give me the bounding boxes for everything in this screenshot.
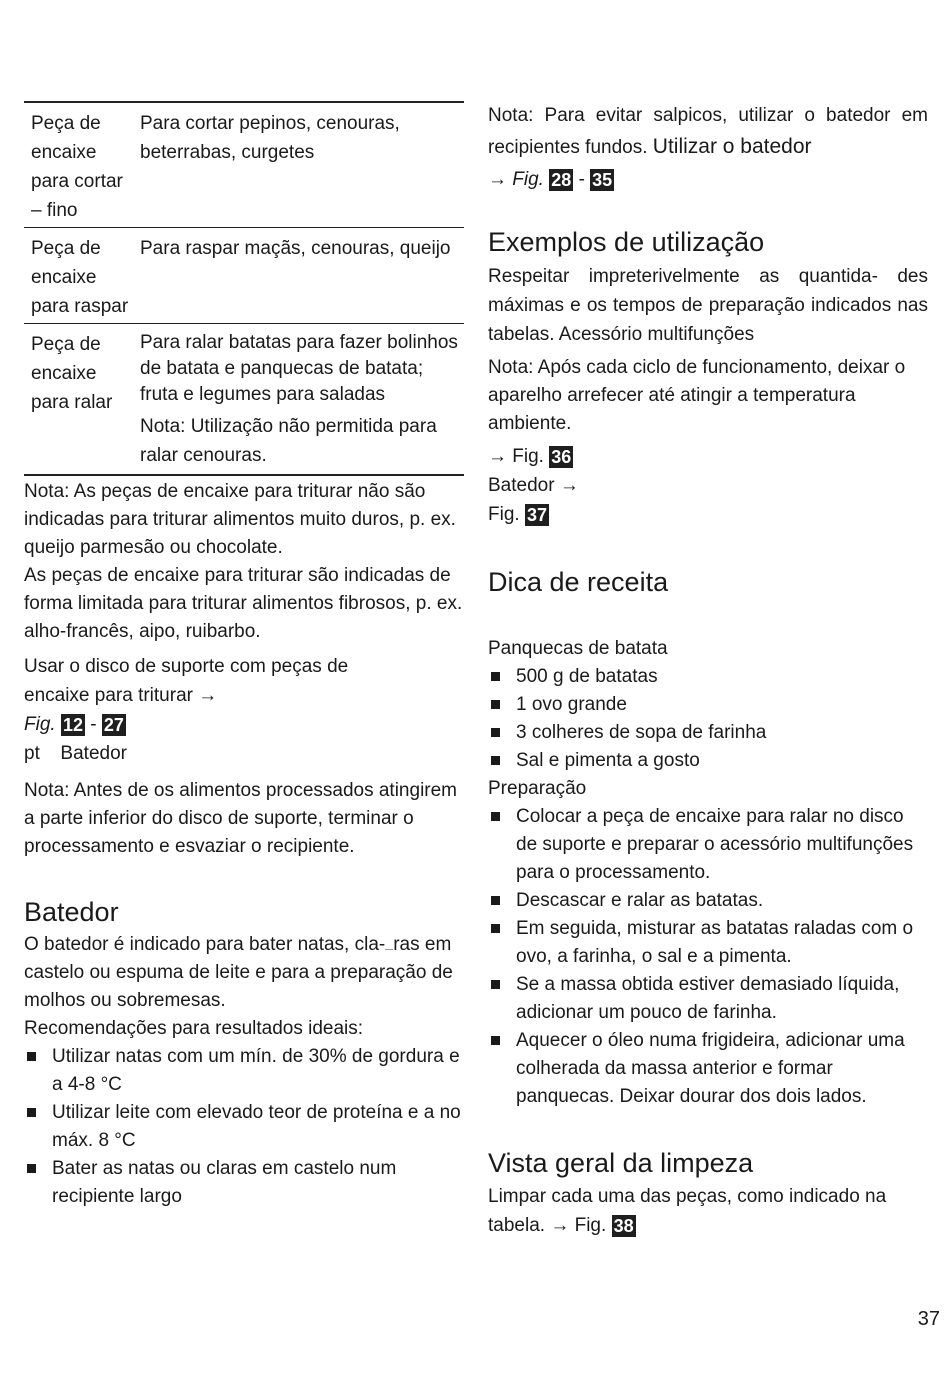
arrow-icon: → — [488, 169, 507, 190]
recommendations-title: Recomendações para resultados ideais: — [24, 1018, 364, 1039]
list-item: Bater as natas ou claras em castelo num recipiente largo — [24, 1155, 464, 1211]
list-item: Sal e pimenta a gosto — [488, 747, 928, 775]
page-number: 37 — [917, 1308, 940, 1330]
table-cell-use-text: Para raspar maçãs, cenouras, queijo — [140, 238, 451, 259]
table-cell-note: Nota: Utilização não permitida para ralar cenouras. — [140, 416, 437, 466]
figure-number: 35 — [592, 170, 613, 190]
figure-label: Fig. — [24, 714, 56, 735]
table-row — [24, 103, 464, 228]
table-cell-use-text: Para cortar pepinos, cenouras, beterrabas, curgetes — [140, 113, 400, 163]
cleaning-text — [488, 1182, 928, 1240]
table-cell-part: Peça de encaixe para ralar — [31, 334, 113, 413]
language-section-line — [24, 739, 464, 768]
section-running-title: Batedor — [60, 743, 127, 764]
recipe-title: Panquecas de batata — [488, 638, 668, 659]
whisk-intro-part-b: ras em castelo ou espuma de leite e para a preparação de molhos ou sobremesas. — [24, 934, 453, 1011]
note-processing: Nota: Antes de os alimentos processados atingirem a parte inferior do disco de suporte, terminar o processamento e esvaziar o recipiente. — [24, 780, 458, 857]
table-row — [24, 324, 464, 476]
heading-examples: Exemplos de utilização — [488, 227, 765, 257]
table-cell-part: Peça de encaixe para cortar – fino — [31, 113, 123, 221]
left-column — [24, 101, 464, 1211]
figure-number: 36 — [551, 447, 572, 467]
figure-number: 38 — [613, 1216, 634, 1236]
note-hard-foods: Nota: As peças de encaixe para triturar não são indicadas para triturar alimentos muito duros, p. ex. queijo parmesão ou chocolate. — [24, 481, 456, 558]
list-item: Colocar a peça de encaixe para ralar no disco de suporte e preparar o acessório multifunções para o processamento. — [488, 803, 928, 887]
figure-number: 12 — [62, 715, 83, 735]
table-cell-use — [134, 103, 464, 227]
attachment-table — [24, 101, 464, 476]
figure-reference — [488, 442, 928, 471]
list-item: 1 ovo grande — [488, 691, 928, 719]
examples-text: Respeitar impreterivelmente as quantida- des máximas e os tempos de preparação indicados nas tabelas. Acessório multifunções — [488, 266, 928, 345]
figure-separator: - — [578, 169, 585, 190]
ingredients-list — [488, 663, 928, 775]
figure-number: 28 — [551, 170, 572, 190]
list-item: 500 g de batatas — [488, 663, 928, 691]
table-cell-use — [134, 324, 464, 474]
figure-reference — [488, 165, 928, 194]
figure-reference — [488, 500, 928, 529]
note-cooling: Nota: Após cada ciclo de funcionamento, deixar o aparelho arrefecer até atingir a temperatura ambiente. — [488, 357, 906, 434]
note-fibrous-foods: As peças de encaixe para triturar são indicadas de forma limitada para triturar alimentos fibrosos, p. ex. alho-francês, aipo, ruibarbo. — [24, 565, 463, 642]
figure-number: 37 — [526, 505, 547, 525]
list-item: Aquecer o óleo numa frigideira, adicionar uma colherada da massa anterior e formar panquecas. Deixar dourar dos dois lados. — [488, 1027, 928, 1111]
figure-label: Fig. — [512, 169, 544, 190]
list-item: 3 colheres de sopa de farinha — [488, 719, 928, 747]
figure-label: → Fig. — [488, 446, 544, 467]
recommendations-list — [24, 1043, 464, 1211]
list-item: Descascar e ralar as batatas. — [488, 887, 928, 915]
list-item: Em seguida, misturar as batatas raladas com o ovo, a farinha, o sal e a pimenta. — [488, 915, 928, 971]
table-cell-use — [134, 228, 464, 323]
heading-whisk: Batedor — [24, 897, 119, 927]
cleaning-text-content: Limpar cada uma das peças, como indicado na tabela. → Fig. — [488, 1186, 887, 1236]
table-row — [24, 228, 464, 324]
figure-reference — [24, 710, 464, 739]
table-cell-use-text: Para ralar batatas para fazer bolinhos de batata e panquecas de batata; fruta e legumes para saladas — [140, 332, 458, 405]
figure-separator: - — [90, 714, 97, 735]
heading-cleaning: Vista geral da limpeza — [488, 1148, 754, 1178]
whisk-reference: Batedor → — [488, 475, 579, 496]
figure-number: 27 — [103, 715, 124, 735]
list-item: Se a massa obtida estiver demasiado líquida, adicionar um pouco de farinha. — [488, 971, 928, 1027]
note-splashing — [488, 100, 928, 163]
list-item: Utilizar leite com elevado teor de proteína e a no máx. 8 °C — [24, 1099, 464, 1155]
usage-instruction: Usar o disco de suporte com peças de encaixe para triturar → — [24, 656, 349, 706]
preparation-title: Preparação — [488, 778, 587, 799]
language-code: pt — [24, 743, 40, 764]
note-splashing-text: Nota: Para evitar salpicos, utilizar o batedor em recipientes fundos. — [488, 105, 928, 158]
heading-recipe: Dica de receita — [488, 567, 669, 597]
list-item: Utilizar natas com um mín. de 30% de gordura e a 4-8 °C — [24, 1043, 464, 1099]
whisk-intro — [24, 931, 464, 1015]
use-whisk-text: Utilizar o batedor — [652, 135, 812, 158]
right-column — [488, 100, 928, 1240]
preparation-steps — [488, 803, 928, 1111]
whisk-intro-part-a: O batedor é indicado para bater natas, cla- — [24, 934, 386, 955]
figure-label: Fig. — [488, 504, 520, 525]
table-cell-part: Peça de encaixe para raspar — [31, 238, 129, 317]
